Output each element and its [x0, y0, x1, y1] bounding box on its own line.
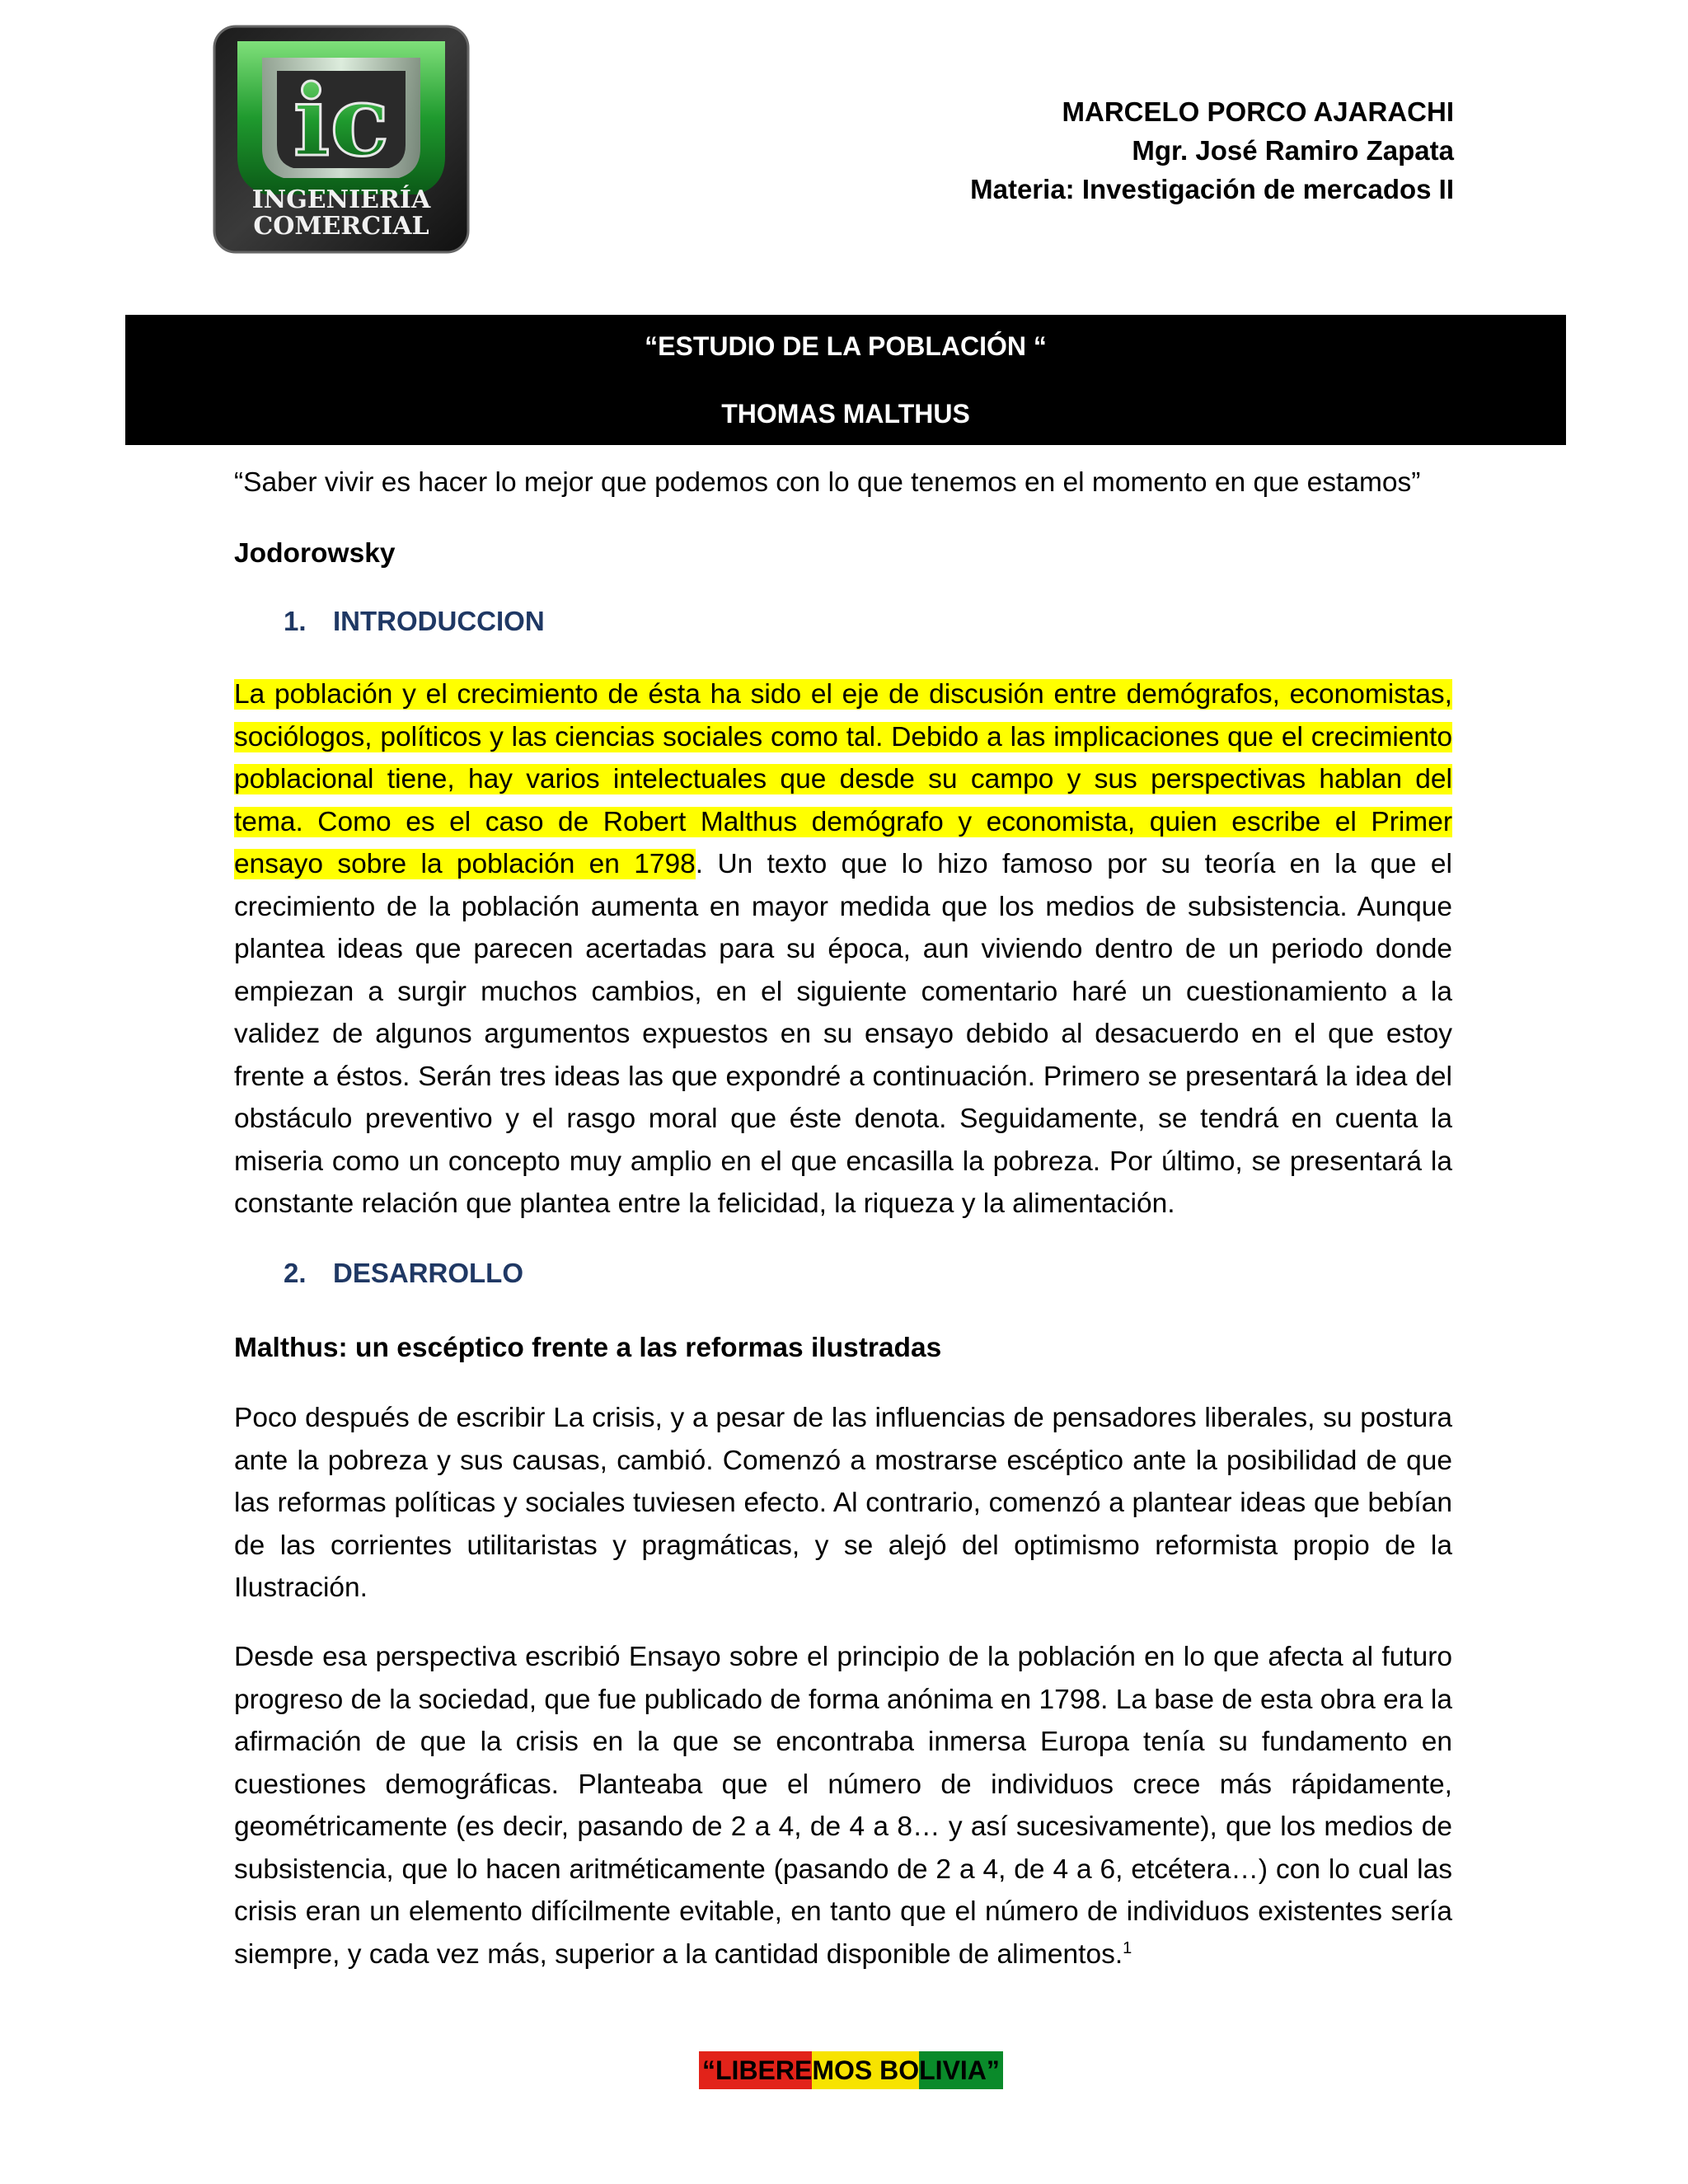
teacher-name: Mgr. José Ramiro Zapata [1132, 135, 1454, 166]
slogan-part-yellow: MOS BO [812, 2051, 919, 2089]
subject-name: Materia: Investigación de mercados II [970, 174, 1454, 204]
author-name: MARCELO PORCO AJARACHI [1062, 96, 1454, 127]
slogan-part-red: “LIBERE [699, 2051, 812, 2089]
footnote-marker: 1 [1123, 1938, 1132, 1957]
section-heading-desarrollo [284, 1258, 523, 1289]
development-paragraph-1: Poco después de escribir La crisis, y a pesar de las influencias de pensadores liberales, su postura ante la pobreza y sus causas, cambió. Comenzó a mostrarse escéptico ante la posibilidad de que las reformas políticas y sociales tuviesen efecto. Al contrario, comenzó a plantear ideas que bebían de las corrientes utilitaristas y pragmáticas, y se alejó del optimismo reformista propio de la Ilustración. [234, 1403, 1452, 1603]
shield-logo-icon [213, 25, 470, 254]
logo-monogram: ic [293, 63, 390, 178]
intro-rest-text: . Un texto que lo hizo famoso por su teoría en la que el crecimiento de la población aumenta en mayor medida que los medios de subsistencia. Aunque plantea ideas que parecen acertadas para su época, aun viviendo dentro de un periodo donde empiezan a surgir muchos cambios, en el siguiente comentario haré un cuestionamiento a la validez de algunos argumentos expuestos en su ensayo debido al desacuerdo en el que estoy frente a éstos. Serán tres ideas las que expondré a continuación. Primero se presentará la idea del obstáculo preventivo y el rasgo moral que éste denota. Seguidamente, se tendrá en cuenta la miseria como un concepto muy amplio en el que encasilla la pobreza. Por último, se presentará la constante relación que plantea entre la felicidad, la riqueza y la alimentación. [234, 849, 1452, 1219]
slogan-part-green: LIVIA” [919, 2051, 1003, 2089]
highlighted-text: La población y el crecimiento de ésta ha sido el eje de discusión entre demógrafos, economistas, sociólogos, políticos y las ciencias sociales como tal. Debido a las implicaciones que el crecimiento poblacional tiene, hay varios intelectuales que desde su campo y sus perspectivas hablan del tema. Como es el caso de Robert Malthus demógrafo y economista, quien escribe el Primer ensayo sobre la población en 1798 [234, 679, 1452, 879]
epigraph-quote: “Saber vivir es hacer lo mejor que podemos con lo que tenemos en el momento en que estamos” [234, 467, 1421, 498]
logo-line2: COMERCIAL [253, 212, 429, 241]
section-number: 1. [284, 606, 307, 636]
subheading: Malthus: un escéptico frente a las reformas ilustradas [234, 1333, 942, 1363]
title-line-1: “ESTUDIO DE LA POBLACIÓN “ [645, 331, 1047, 361]
development-paragraph-2 [234, 1636, 1452, 1975]
author-block [970, 92, 1454, 209]
section-title: DESARROLLO [333, 1258, 523, 1288]
title-line-2: THOMAS MALTHUS [721, 399, 970, 429]
intro-paragraph [234, 673, 1452, 1226]
epigraph-author: Jodorowsky [234, 538, 396, 569]
section-heading-introduccion [284, 606, 545, 637]
section-title: INTRODUCCION [333, 606, 545, 636]
paragraph-2-text: Desde esa perspectiva escribió Ensayo sobre el principio de la población en lo que afecta al futuro progreso de la sociedad, que fue publicado de forma anónima en 1798. La base de esta obra era la afirmación de que la crisis en la que se encontraba inmersa Europa tenía su fundamento en cuestiones demográficas. Planteaba que el número de individuos crece más rápidamente, geométricamente (es decir, pasando de 2 a 4, de 4 a 8… y así sucesivamente), que los medios de subsistencia, que lo hacen aritméticamente (pasando de 2 a 4, de 4 a 6, etcétera…) con lo cual las crisis eran un elemento difícilmente evitable, en tanto que el número de individuos existentes sería siempre, y cada vez más, superior a la cantidad disponible de alimentos. [234, 1642, 1452, 1970]
title-band [125, 315, 1566, 445]
section-number: 2. [284, 1258, 307, 1288]
ingenieria-comercial-logo [213, 25, 470, 254]
footer-slogan [699, 2051, 1003, 2089]
logo-line1: INGENIERÍA [251, 185, 431, 214]
